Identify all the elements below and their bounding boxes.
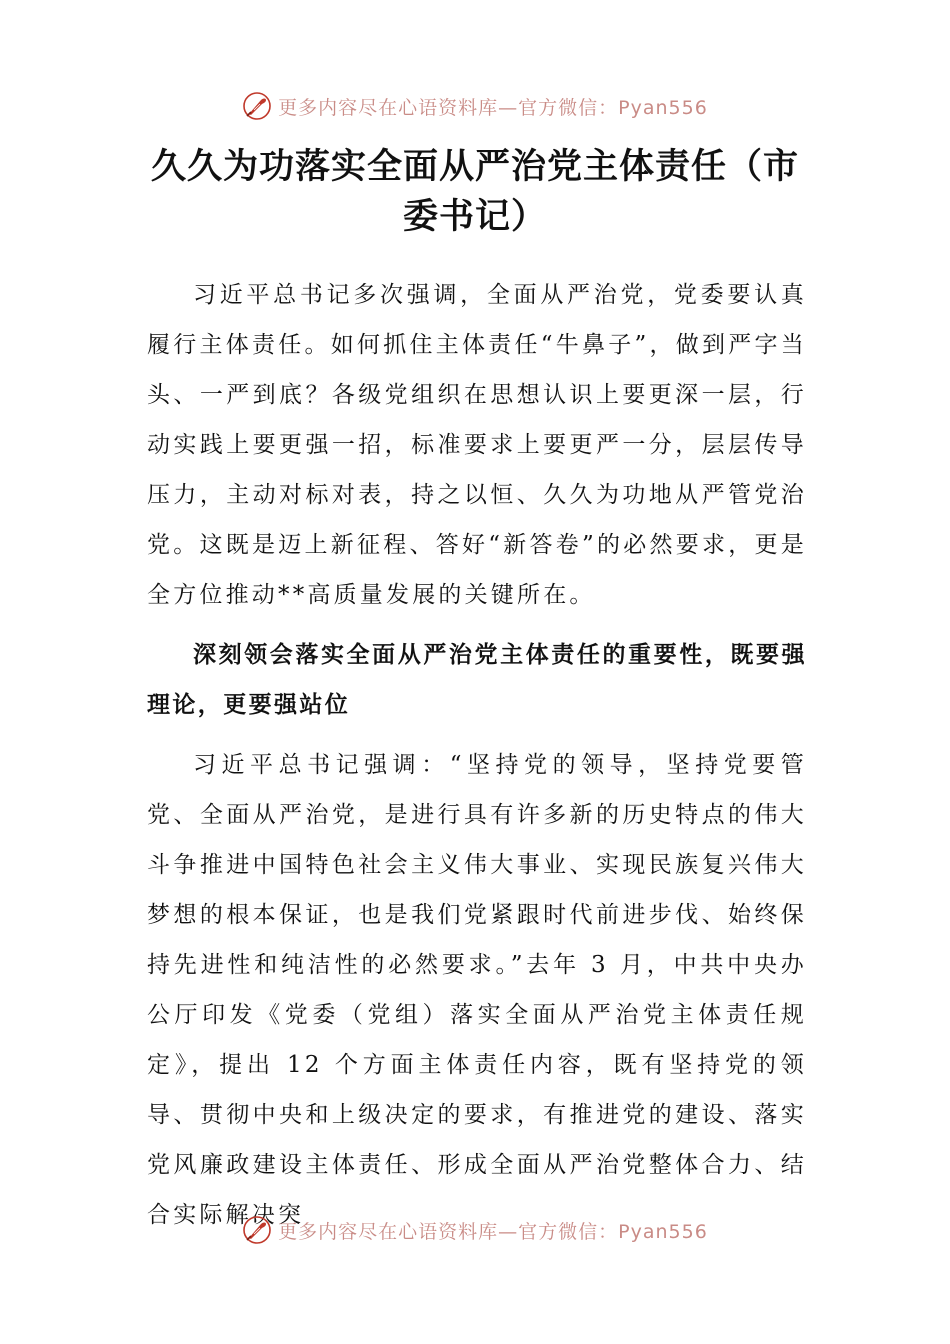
- section-paragraph: 习近平总书记强调：“坚持党的领导，坚持党要管党、全面从严治党，是进行具有许多新的历史特点的伟大斗争推进中国特色社会主义伟大事业、实现民族复兴伟大梦想的根本保证，也是我们党紧跟时代前进步伐、始终保持先进性和纯洁性的必然要求。”去年 3 月，中共中央办公厅印发《党委（党组）落实全面从严治党主体责任规定》，提出 12 个方面主体责任内容，既有坚持党的领导、贯彻中央和上级决定的要求，有推进党的建设、落实党风廉政建设主体责任、形成全面从严治党整体合力、结合实际解决突: [147, 752, 807, 1228]
- watermark-brand: Pyan556: [618, 96, 708, 119]
- watermark-brand: Pyan556: [618, 1220, 708, 1243]
- quill-pen-logo-icon: [242, 91, 272, 121]
- document-body: [147, 270, 807, 1240]
- section-heading: 深刻领会落实全面从严治党主体责任的重要性，既要强理论，更要强站位: [147, 642, 807, 718]
- header-watermark: [0, 86, 950, 126]
- footer-watermark: [0, 1210, 950, 1250]
- document-title: 久久为功落实全面从严治党主体责任（市委书记）: [150, 147, 799, 237]
- intro-paragraph: 习近平总书记多次强调，全面从严治党，党委要认真履行主体责任。如何抓住主体责任“牛鼻子”，做到严字当头、一严到底？各级党组织在思想认识上要更深一层，行动实践上要更强一招，标准要求上要更严一分，层层传导压力，主动对标对表，持之以恒、久久为功地从严管党治党。这既是迈上新征程、答好“新答卷”的必然要求，更是全方位推动**高质量发展的关键所在。: [147, 282, 807, 608]
- watermark-text: 更多内容尽在心语资料库—官方微信：Pyan556: [278, 1220, 708, 1243]
- quill-pen-logo-icon: [242, 1215, 272, 1245]
- watermark-text: 更多内容尽在心语资料库—官方微信：Pyan556: [278, 96, 708, 119]
